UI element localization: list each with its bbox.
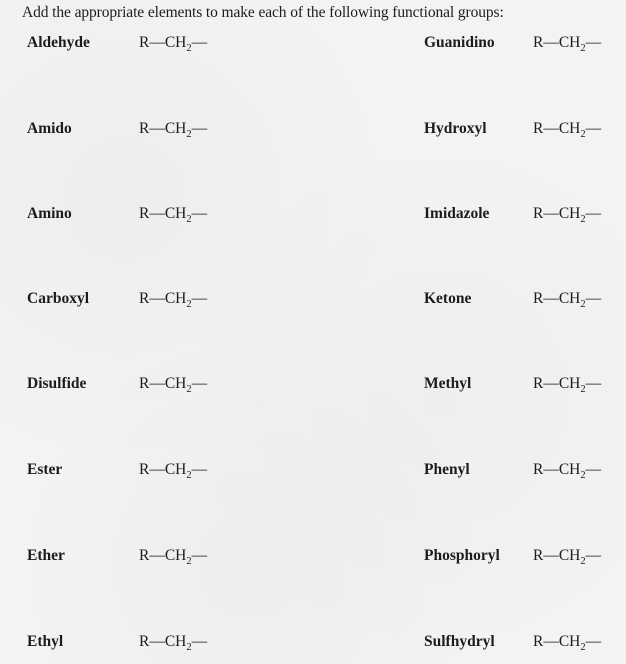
formula-subscript: 2 bbox=[186, 214, 192, 225]
formula-prefix: R—CH bbox=[139, 375, 187, 392]
formula-suffix: — bbox=[191, 205, 208, 222]
functional-group-label: Ketone bbox=[424, 290, 472, 307]
functional-group-label: Phosphoryl bbox=[424, 547, 500, 564]
formula-suffix: — bbox=[191, 120, 208, 137]
formula-suffix: — bbox=[191, 633, 208, 650]
formula-subscript: 2 bbox=[580, 299, 586, 310]
formula-prefix: R—CH bbox=[533, 290, 581, 307]
formula-suffix: — bbox=[191, 547, 208, 564]
formula-subscript: 2 bbox=[186, 556, 192, 567]
formula-prefix: R—CH bbox=[139, 205, 187, 222]
r-ch2-formula bbox=[533, 205, 601, 223]
formula-prefix: R—CH bbox=[533, 633, 581, 650]
functional-group-label: Imidazole bbox=[424, 205, 490, 222]
r-ch2-formula bbox=[533, 461, 601, 479]
formula-suffix: — bbox=[585, 547, 602, 564]
formula-suffix: — bbox=[585, 34, 602, 51]
formula-suffix: — bbox=[191, 461, 208, 478]
functional-group-label: Disulfide bbox=[27, 375, 87, 392]
formula-prefix: R—CH bbox=[139, 547, 187, 564]
formula-subscript: 2 bbox=[186, 43, 192, 54]
formula-suffix: — bbox=[585, 633, 602, 650]
formula-subscript: 2 bbox=[580, 214, 586, 225]
formula-prefix: R—CH bbox=[139, 120, 187, 137]
functional-group-label: Amino bbox=[27, 205, 72, 222]
functional-group-label: Aldehyde bbox=[27, 34, 90, 51]
formula-subscript: 2 bbox=[580, 384, 586, 395]
r-ch2-formula bbox=[139, 461, 207, 479]
r-ch2-formula bbox=[139, 120, 207, 138]
r-ch2-formula bbox=[533, 375, 601, 393]
functional-group-label: Hydroxyl bbox=[424, 120, 487, 137]
r-ch2-formula bbox=[533, 633, 601, 651]
formula-subscript: 2 bbox=[186, 299, 192, 310]
formula-prefix: R—CH bbox=[139, 633, 187, 650]
functional-group-label: Ether bbox=[27, 547, 65, 564]
formula-prefix: R—CH bbox=[139, 290, 187, 307]
r-ch2-formula bbox=[139, 375, 207, 393]
formula-prefix: R—CH bbox=[533, 547, 581, 564]
formula-prefix: R—CH bbox=[139, 461, 187, 478]
r-ch2-formula bbox=[139, 205, 207, 223]
formula-suffix: — bbox=[585, 290, 602, 307]
formula-subscript: 2 bbox=[186, 384, 192, 395]
formula-suffix: — bbox=[585, 120, 602, 137]
formula-prefix: R—CH bbox=[533, 120, 581, 137]
functional-group-label: Methyl bbox=[424, 375, 472, 392]
formula-prefix: R—CH bbox=[533, 34, 581, 51]
functional-group-label: Guanidino bbox=[424, 34, 495, 51]
functional-group-label: Carboxyl bbox=[27, 290, 89, 307]
formula-subscript: 2 bbox=[580, 129, 586, 140]
formula-prefix: R—CH bbox=[139, 34, 187, 51]
formula-suffix: — bbox=[191, 34, 208, 51]
r-ch2-formula bbox=[533, 34, 601, 52]
formula-suffix: — bbox=[191, 375, 208, 392]
functional-group-label: Phenyl bbox=[424, 461, 470, 478]
formula-suffix: — bbox=[191, 290, 208, 307]
formula-prefix: R—CH bbox=[533, 205, 581, 222]
formula-suffix: — bbox=[585, 205, 602, 222]
worksheet-instruction: Add the appropriate elements to make each of the following functional groups: bbox=[22, 4, 504, 21]
functional-group-label: Sulfhydryl bbox=[424, 633, 495, 650]
formula-prefix: R—CH bbox=[533, 375, 581, 392]
formula-subscript: 2 bbox=[186, 642, 192, 653]
formula-prefix: R—CH bbox=[533, 461, 581, 478]
r-ch2-formula bbox=[139, 34, 207, 52]
r-ch2-formula bbox=[533, 120, 601, 138]
formula-subscript: 2 bbox=[186, 470, 192, 481]
r-ch2-formula bbox=[533, 547, 601, 565]
r-ch2-formula bbox=[139, 633, 207, 651]
functional-group-label: Ester bbox=[27, 461, 63, 478]
formula-subscript: 2 bbox=[186, 129, 192, 140]
formula-subscript: 2 bbox=[580, 556, 586, 567]
r-ch2-formula bbox=[139, 547, 207, 565]
functional-group-label: Ethyl bbox=[27, 633, 64, 650]
formula-subscript: 2 bbox=[580, 470, 586, 481]
formula-subscript: 2 bbox=[580, 43, 586, 54]
formula-subscript: 2 bbox=[580, 642, 586, 653]
formula-suffix: — bbox=[585, 375, 602, 392]
r-ch2-formula bbox=[533, 290, 601, 308]
formula-suffix: — bbox=[585, 461, 602, 478]
functional-group-label: Amido bbox=[27, 120, 72, 137]
r-ch2-formula bbox=[139, 290, 207, 308]
